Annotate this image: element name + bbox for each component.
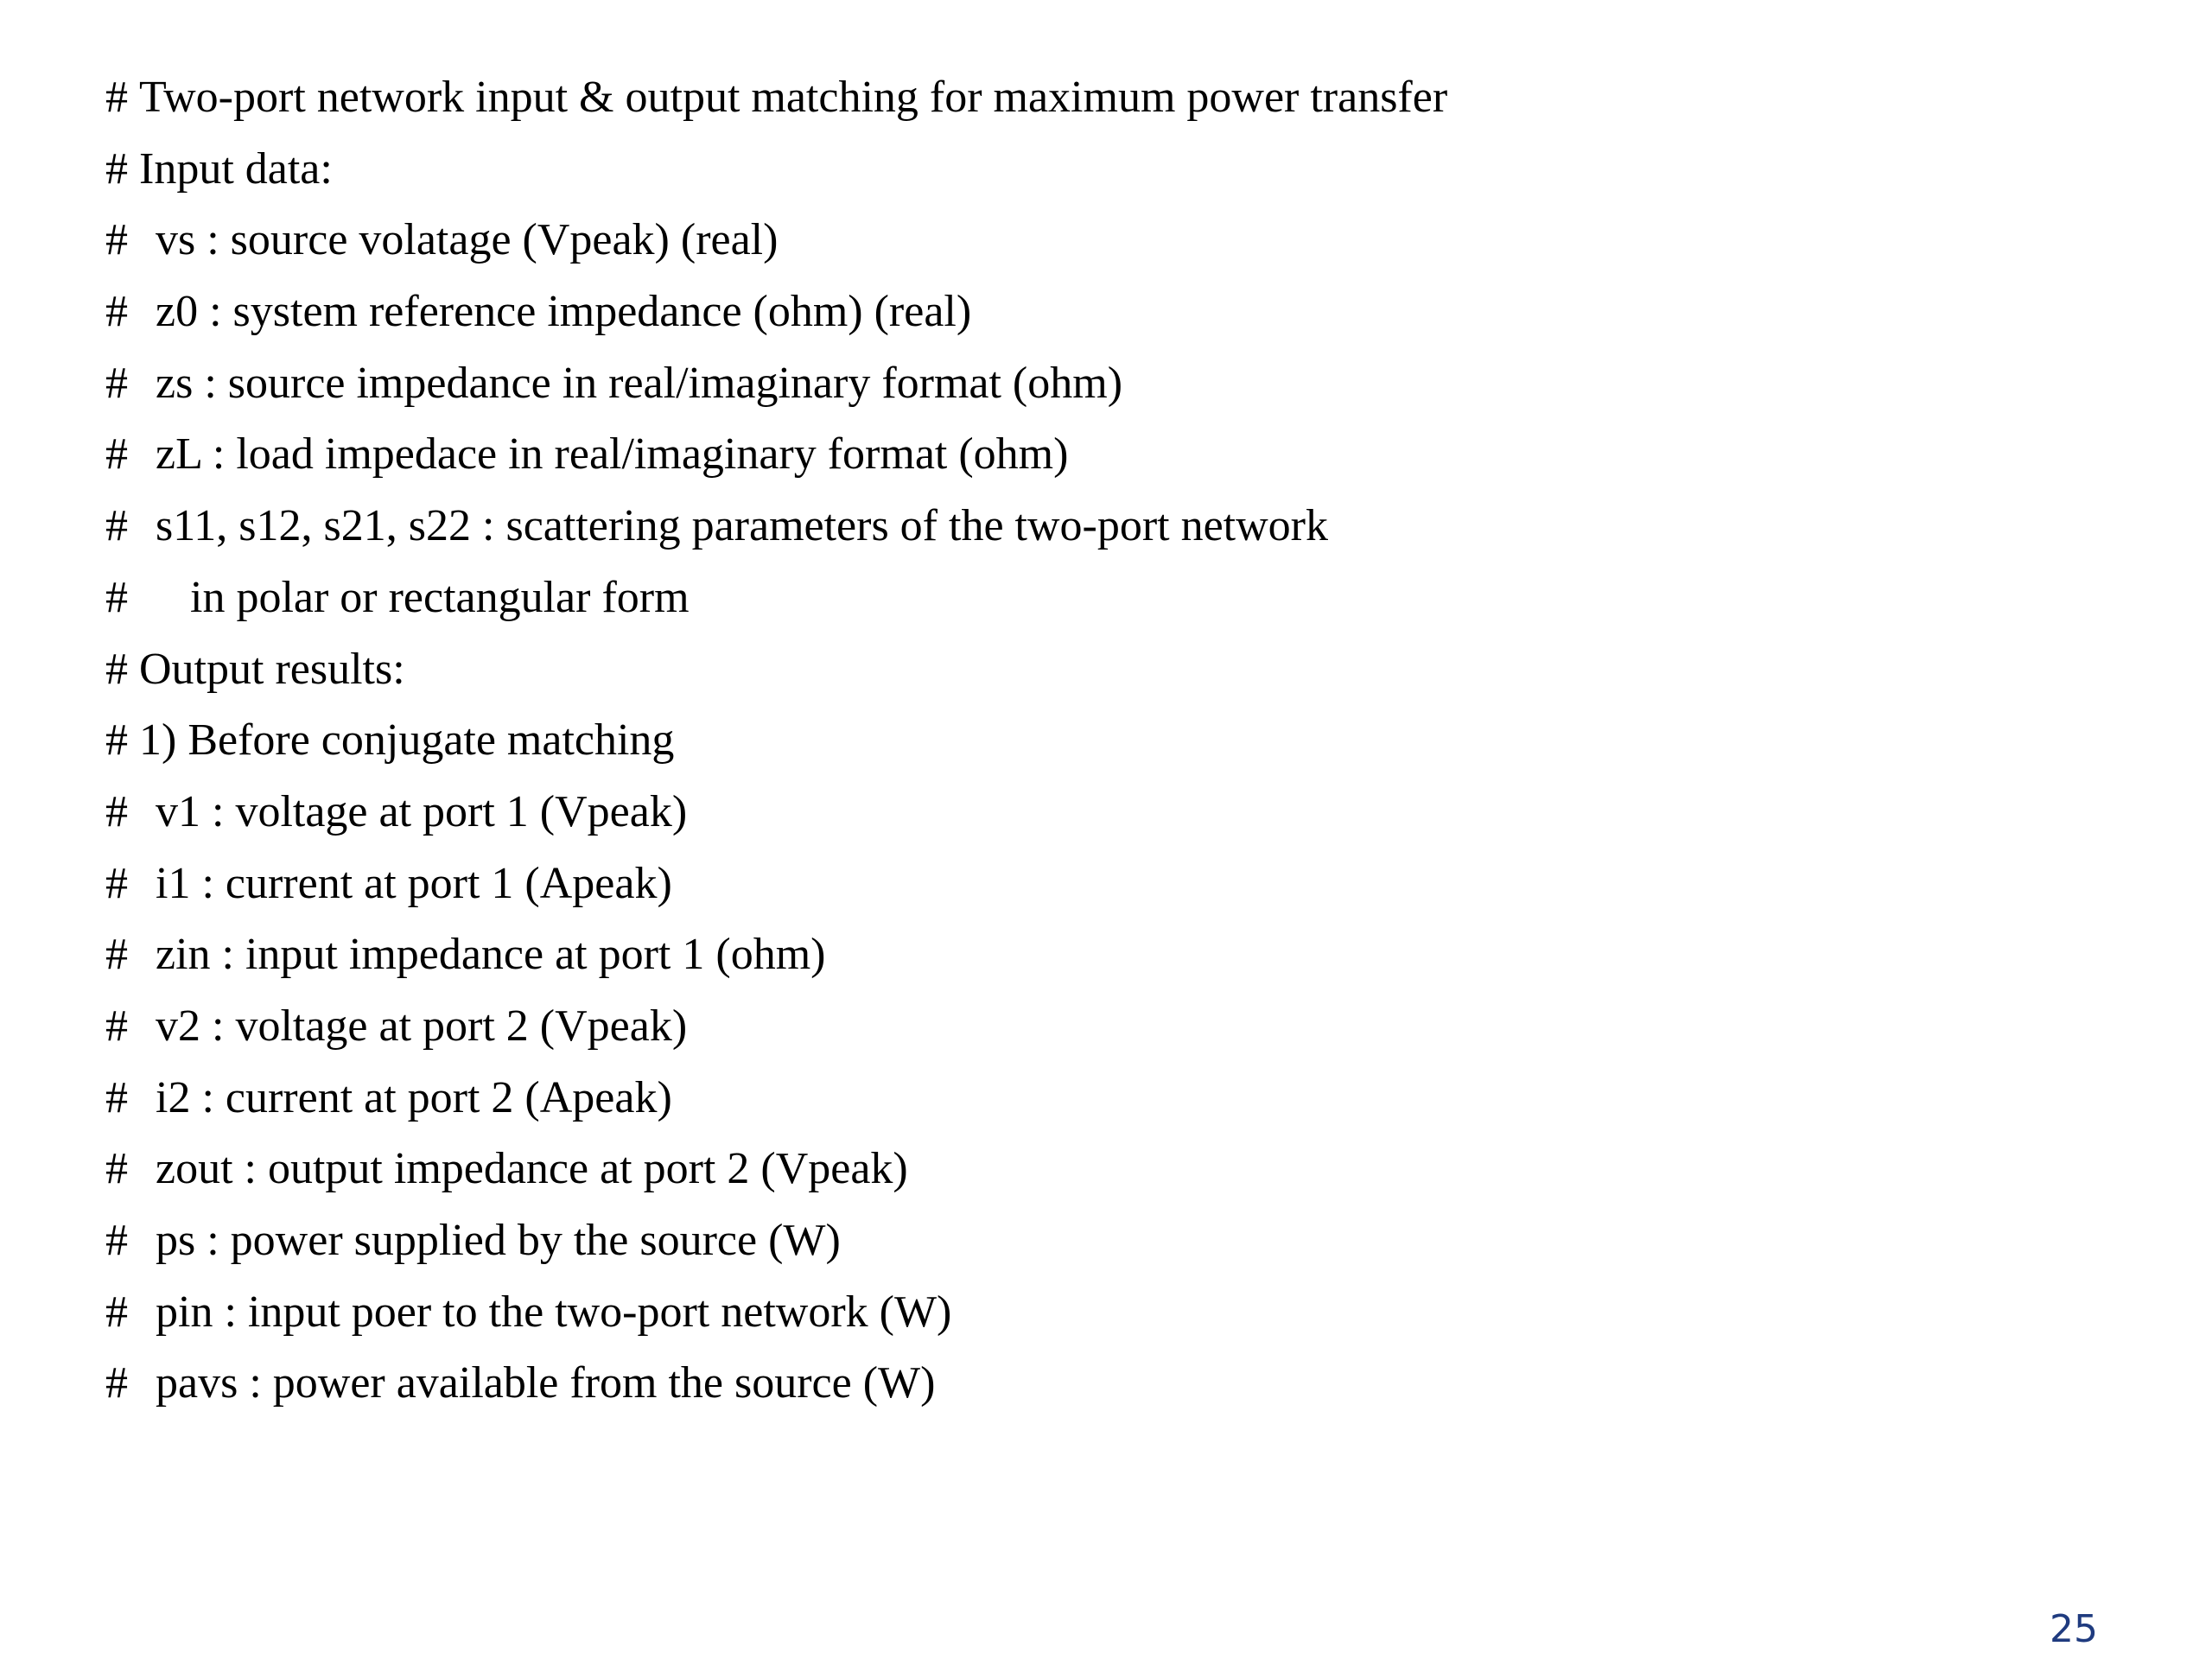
- comment-text: v1 : voltage at port 1 (Vpeak): [156, 786, 688, 836]
- comment-text: i1 : current at port 1 (Apeak): [156, 858, 672, 908]
- comment-hash: #: [105, 715, 128, 766]
- comment-line: [105, 348, 2075, 420]
- comment-text: pin : input poer to the two-port network (W): [156, 1287, 952, 1337]
- comment-hash: #: [105, 215, 128, 265]
- comment-hash: #: [105, 1358, 128, 1408]
- code-comment-block: [105, 62, 2075, 1420]
- comment-line: [105, 1134, 2075, 1205]
- comment-line: [105, 62, 2075, 134]
- comment-line: [105, 1277, 2075, 1349]
- page-number: 25: [2050, 1607, 2098, 1651]
- comment-hash: #: [105, 858, 128, 908]
- comment-line: [105, 134, 2075, 206]
- comment-text: Input data:: [139, 143, 333, 194]
- comment-text: s11, s12, s21, s22 : scattering parameters of the two-port network: [156, 501, 1329, 551]
- comment-text: zin : input impedance at port 1 (ohm): [156, 930, 826, 980]
- comment-text: in polar or rectangular form: [190, 572, 690, 622]
- comment-text: ps : power supplied by the source (W): [156, 1216, 841, 1265]
- comment-hash: #: [105, 930, 128, 980]
- comment-line: [105, 991, 2075, 1063]
- comment-hash: #: [105, 501, 128, 551]
- comment-text: i2 : current at port 2 (Apeak): [156, 1072, 672, 1122]
- comment-line: [105, 1063, 2075, 1135]
- comment-hash: #: [105, 73, 128, 122]
- comment-line: [105, 1205, 2075, 1277]
- comment-hash: #: [105, 1072, 128, 1122]
- comment-line: [105, 276, 2075, 348]
- comment-hash: #: [105, 572, 128, 622]
- comment-hash: #: [105, 143, 128, 194]
- comment-text: Two-port network input & output matching for maximum power transfer: [139, 73, 1448, 122]
- comment-hash: #: [105, 1001, 128, 1051]
- comment-line: [105, 777, 2075, 849]
- comment-line: [105, 919, 2075, 991]
- comment-line: [105, 491, 2075, 563]
- comment-hash: #: [105, 644, 128, 694]
- comment-text: zout : output impedance at port 2 (Vpeak): [156, 1144, 908, 1194]
- comment-hash: #: [105, 786, 128, 836]
- comment-line: [105, 419, 2075, 491]
- comment-hash: #: [105, 358, 128, 408]
- comment-hash: #: [105, 287, 128, 337]
- comment-hash: #: [105, 1216, 128, 1265]
- comment-text: Output results:: [139, 644, 405, 694]
- comment-hash: #: [105, 1144, 128, 1194]
- comment-line: [105, 849, 2075, 920]
- comment-line: [105, 705, 2075, 777]
- comment-text: v2 : voltage at port 2 (Vpeak): [156, 1001, 688, 1051]
- comment-line: [105, 1348, 2075, 1420]
- comment-text: 1) Before conjugate matching: [139, 715, 675, 766]
- comment-line: [105, 205, 2075, 276]
- comment-text: z0 : system reference impedance (ohm) (real): [156, 287, 972, 337]
- comment-hash: #: [105, 429, 128, 480]
- comment-hash: #: [105, 1287, 128, 1337]
- comment-text: vs : source volatage (Vpeak) (real): [156, 215, 779, 265]
- comment-line: [105, 634, 2075, 706]
- comment-text: pavs : power available from the source (W): [156, 1358, 936, 1408]
- comment-text: zL : load impedace in real/imaginary format (ohm): [156, 429, 1069, 480]
- comment-line: [105, 563, 2075, 634]
- comment-text: zs : source impedance in real/imaginary format (ohm): [156, 358, 1123, 408]
